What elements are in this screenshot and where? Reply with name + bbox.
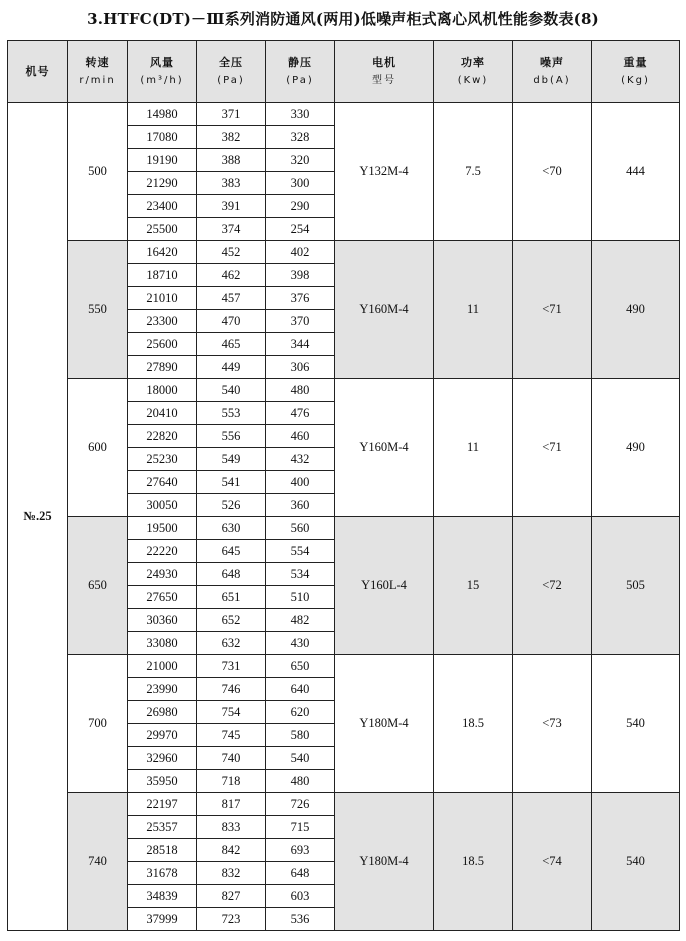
power-cell: 11	[434, 379, 513, 517]
airflow-cell: 26980	[128, 701, 197, 724]
column-header-unit: r/min	[79, 74, 116, 86]
header-row	[8, 41, 680, 103]
total-pressure-cell: 388	[197, 149, 266, 172]
total-pressure-cell: 827	[197, 885, 266, 908]
noise-cell: <72	[513, 517, 592, 655]
column-header-unit: (Kw)	[457, 74, 489, 86]
total-pressure-cell: 651	[197, 586, 266, 609]
column-header	[335, 41, 434, 103]
weight-cell: 540	[592, 655, 680, 793]
total-pressure-cell: 746	[197, 678, 266, 701]
total-pressure-cell: 462	[197, 264, 266, 287]
static-pressure-cell: 603	[266, 885, 335, 908]
column-header-unit: (Pa)	[286, 74, 314, 86]
table-row	[8, 655, 680, 678]
static-pressure-cell: 430	[266, 632, 335, 655]
table-row	[8, 241, 680, 264]
column-header	[128, 41, 197, 103]
static-pressure-cell: 328	[266, 126, 335, 149]
static-pressure-cell: 693	[266, 839, 335, 862]
static-pressure-cell: 554	[266, 540, 335, 563]
airflow-cell: 24930	[128, 563, 197, 586]
power-cell: 15	[434, 517, 513, 655]
weight-cell: 444	[592, 103, 680, 241]
static-pressure-cell: 432	[266, 448, 335, 471]
power-cell: 11	[434, 241, 513, 379]
airflow-cell: 23990	[128, 678, 197, 701]
column-header	[592, 41, 680, 103]
weight-cell: 505	[592, 517, 680, 655]
column-header	[513, 41, 592, 103]
airflow-cell: 14980	[128, 103, 197, 126]
airflow-cell: 20410	[128, 402, 197, 425]
static-pressure-cell: 648	[266, 862, 335, 885]
motor-model-cell: Y160L-4	[335, 517, 434, 655]
noise-cell: <73	[513, 655, 592, 793]
airflow-cell: 19500	[128, 517, 197, 540]
airflow-cell: 33080	[128, 632, 197, 655]
airflow-cell: 21290	[128, 172, 197, 195]
power-cell: 18.5	[434, 655, 513, 793]
total-pressure-cell: 371	[197, 103, 266, 126]
airflow-cell: 23400	[128, 195, 197, 218]
airflow-cell: 16420	[128, 241, 197, 264]
airflow-cell: 25500	[128, 218, 197, 241]
weight-cell: 490	[592, 379, 680, 517]
total-pressure-cell: 723	[197, 908, 266, 931]
power-cell: 7.5	[434, 103, 513, 241]
total-pressure-cell: 465	[197, 333, 266, 356]
total-pressure-cell: 648	[197, 563, 266, 586]
column-header-label: 机号	[25, 64, 50, 78]
airflow-cell: 22820	[128, 425, 197, 448]
column-header-label: 全压	[219, 55, 243, 69]
noise-cell: <74	[513, 793, 592, 931]
total-pressure-cell: 383	[197, 172, 266, 195]
static-pressure-cell: 580	[266, 724, 335, 747]
total-pressure-cell: 549	[197, 448, 266, 471]
airflow-cell: 35950	[128, 770, 197, 793]
noise-cell: <71	[513, 241, 592, 379]
total-pressure-cell: 754	[197, 701, 266, 724]
total-pressure-cell: 632	[197, 632, 266, 655]
total-pressure-cell: 391	[197, 195, 266, 218]
airflow-cell: 17080	[128, 126, 197, 149]
motor-model-cell: Y160M-4	[335, 241, 434, 379]
airflow-cell: 32960	[128, 747, 197, 770]
weight-cell: 540	[592, 793, 680, 931]
airflow-cell: 27890	[128, 356, 197, 379]
airflow-cell: 31678	[128, 862, 197, 885]
airflow-cell: 22220	[128, 540, 197, 563]
total-pressure-cell: 556	[197, 425, 266, 448]
weight-cell: 490	[592, 241, 680, 379]
table-row	[8, 379, 680, 402]
static-pressure-cell: 400	[266, 471, 335, 494]
column-header	[266, 41, 335, 103]
column-header-label: 功率	[461, 55, 485, 69]
speed-cell: 740	[68, 793, 128, 931]
total-pressure-cell: 745	[197, 724, 266, 747]
static-pressure-cell: 536	[266, 908, 335, 931]
motor-model-cell: Y132M-4	[335, 103, 434, 241]
total-pressure-cell: 731	[197, 655, 266, 678]
static-pressure-cell: 480	[266, 770, 335, 793]
static-pressure-cell: 402	[266, 241, 335, 264]
static-pressure-cell: 254	[266, 218, 335, 241]
total-pressure-cell: 374	[197, 218, 266, 241]
static-pressure-cell: 306	[266, 356, 335, 379]
static-pressure-cell: 300	[266, 172, 335, 195]
total-pressure-cell: 718	[197, 770, 266, 793]
static-pressure-cell: 640	[266, 678, 335, 701]
static-pressure-cell: 650	[266, 655, 335, 678]
speed-cell: 500	[68, 103, 128, 241]
airflow-cell: 21000	[128, 655, 197, 678]
static-pressure-cell: 560	[266, 517, 335, 540]
speed-cell: 650	[68, 517, 128, 655]
motor-model-cell: Y160M-4	[335, 379, 434, 517]
static-pressure-cell: 460	[266, 425, 335, 448]
static-pressure-cell: 480	[266, 379, 335, 402]
column-header-unit: (Pa)	[217, 74, 245, 86]
column-header	[68, 41, 128, 103]
static-pressure-cell: 344	[266, 333, 335, 356]
airflow-cell: 29970	[128, 724, 197, 747]
total-pressure-cell: 817	[197, 793, 266, 816]
airflow-cell: 25357	[128, 816, 197, 839]
static-pressure-cell: 370	[266, 310, 335, 333]
column-header-label: 风量	[150, 55, 174, 69]
column-header-label: 电机	[372, 55, 396, 69]
airflow-cell: 28518	[128, 839, 197, 862]
total-pressure-cell: 740	[197, 747, 266, 770]
total-pressure-cell: 541	[197, 471, 266, 494]
column-header-label: 重量	[623, 55, 648, 69]
total-pressure-cell: 630	[197, 517, 266, 540]
motor-model-cell: Y180M-4	[335, 793, 434, 931]
column-header-label: 噪声	[540, 55, 564, 69]
column-header-unit: (Kg)	[621, 74, 650, 86]
column-header-unit: 型号	[372, 74, 396, 86]
total-pressure-cell: 540	[197, 379, 266, 402]
static-pressure-cell: 290	[266, 195, 335, 218]
total-pressure-cell: 553	[197, 402, 266, 425]
airflow-cell: 37999	[128, 908, 197, 931]
total-pressure-cell: 842	[197, 839, 266, 862]
table-body	[8, 103, 680, 931]
static-pressure-cell: 715	[266, 816, 335, 839]
total-pressure-cell: 652	[197, 609, 266, 632]
table-row	[8, 517, 680, 540]
airflow-cell: 25230	[128, 448, 197, 471]
airflow-cell: 25600	[128, 333, 197, 356]
total-pressure-cell: 645	[197, 540, 266, 563]
column-header	[434, 41, 513, 103]
airflow-cell: 27650	[128, 586, 197, 609]
static-pressure-cell: 510	[266, 586, 335, 609]
total-pressure-cell: 452	[197, 241, 266, 264]
performance-table	[7, 40, 680, 931]
static-pressure-cell: 482	[266, 609, 335, 632]
column-header	[197, 41, 266, 103]
column-header-label: 静压	[288, 55, 312, 69]
total-pressure-cell: 470	[197, 310, 266, 333]
static-pressure-cell: 398	[266, 264, 335, 287]
static-pressure-cell: 330	[266, 103, 335, 126]
column-header-unit: (m³/h)	[140, 74, 184, 86]
airflow-cell: 19190	[128, 149, 197, 172]
column-header-unit: db(A)	[533, 74, 571, 86]
total-pressure-cell: 832	[197, 862, 266, 885]
static-pressure-cell: 360	[266, 494, 335, 517]
static-pressure-cell: 540	[266, 747, 335, 770]
table-row	[8, 793, 680, 816]
airflow-cell: 18710	[128, 264, 197, 287]
static-pressure-cell: 620	[266, 701, 335, 724]
total-pressure-cell: 382	[197, 126, 266, 149]
total-pressure-cell: 526	[197, 494, 266, 517]
column-header	[8, 41, 68, 103]
static-pressure-cell: 726	[266, 793, 335, 816]
airflow-cell: 22197	[128, 793, 197, 816]
speed-cell: 600	[68, 379, 128, 517]
model-number-cell: №.25	[8, 103, 68, 931]
noise-cell: <70	[513, 103, 592, 241]
page-title: 3.HTFC(DT)－Ⅲ系列消防通风(两用)低噪声柜式离心风机性能参数表(8)	[87, 10, 599, 28]
total-pressure-cell: 449	[197, 356, 266, 379]
airflow-cell: 18000	[128, 379, 197, 402]
total-pressure-cell: 833	[197, 816, 266, 839]
speed-cell: 700	[68, 655, 128, 793]
airflow-cell: 30360	[128, 609, 197, 632]
column-header-label: 转速	[85, 55, 110, 69]
static-pressure-cell: 534	[266, 563, 335, 586]
airflow-cell: 34839	[128, 885, 197, 908]
table-row	[8, 103, 680, 126]
static-pressure-cell: 476	[266, 402, 335, 425]
static-pressure-cell: 320	[266, 149, 335, 172]
power-cell: 18.5	[434, 793, 513, 931]
airflow-cell: 21010	[128, 287, 197, 310]
speed-cell: 550	[68, 241, 128, 379]
noise-cell: <71	[513, 379, 592, 517]
airflow-cell: 30050	[128, 494, 197, 517]
airflow-cell: 27640	[128, 471, 197, 494]
airflow-cell: 23300	[128, 310, 197, 333]
static-pressure-cell: 376	[266, 287, 335, 310]
motor-model-cell: Y180M-4	[335, 655, 434, 793]
total-pressure-cell: 457	[197, 287, 266, 310]
